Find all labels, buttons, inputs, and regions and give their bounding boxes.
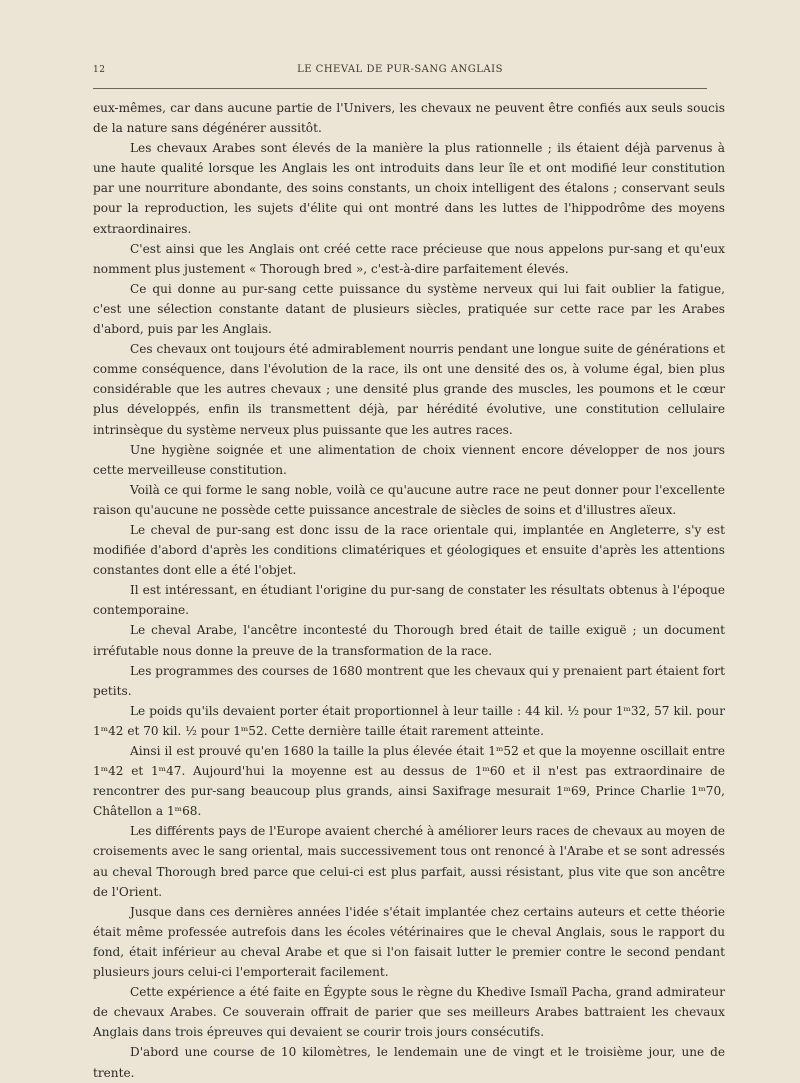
- paragraph: Les chevaux Arabes sont élevés de la manière la plus rationnelle ; ils étaient déjà parvenus à une haute qualité lorsque les Anglais les ont introduits dans leur île et ont modifié leur constitution par une nourriture abondante, des soins constants, un choix intelligent des étalons ; conservant seuls pour la reproduction, les sujets d'élite qui ont montré dans les luttes de l'hippodrôme des moyens extraordinaires.: [93, 141, 725, 236]
- paragraph: Le poids qu'ils devaient porter était proportionnel à leur taille : 44 kil. ½ pour 1ᵐ32, 57 kil. pour 1ᵐ42 et 70 kil. ½ pour 1ᵐ52. Cette dernière taille était rarement atteinte.: [93, 703, 725, 738]
- paragraph: C'est ainsi que les Anglais ont créé cette race précieuse que nous appelons pur-sang et qu'eux nomment plus justement « Thorough bred », c'est-à-dire parfaitement élevés.: [93, 241, 725, 276]
- page-header: [93, 58, 707, 76]
- paragraph: D'abord une course de 10 kilomètres, le lendemain une de vingt et le troisième jour, une de trente.: [93, 1045, 725, 1080]
- page-number: 12: [93, 65, 106, 75]
- paragraph: Voilà ce qui forme le sang noble, voilà ce qu'aucune autre race ne peut donner pour l'excellente raison qu'aucune ne possède cette puissance ancestrale de siècles de soins et d'illustres aïeux.: [93, 482, 725, 517]
- paragraph: Le cheval Arabe, l'ancêtre incontesté du Thorough bred était de taille exiguë ; un document irréfutable nous donne la preuve de la transformation de la race.: [93, 623, 725, 658]
- header-rule: [93, 88, 707, 89]
- paragraph: Une hygiène soignée et une alimentation de choix viennent encore développer de nos jours cette merveilleuse constitution.: [93, 442, 725, 477]
- paragraph: Il est intéressant, en étudiant l'origine du pur-sang de constater les résultats obtenus à l'époque contemporaine.: [93, 583, 725, 618]
- paragraph: Ces chevaux ont toujours été admirablement nourris pendant une longue suite de générations et comme conséquence, dans l'évolution de la race, ils ont une densité des os, à volume égal, bien plus considérable que les autres chevaux ; une densité plus grande des muscles, les poumons et le cœur plus développés, enfin ils transmettent déjà, par hérédité évolutive, une constitution cellulaire intrinsèque du système nerveux plus puissante que les autres races.: [93, 342, 725, 437]
- paragraph: eux-mêmes, car dans aucune partie de l'Univers, les chevaux ne peuvent être confiés aux seuls soucis de la nature sans dégénérer aussitôt.: [93, 101, 725, 136]
- paragraph: Cette expérience a été faite en Égypte sous le règne du Khedive Ismaïl Pacha, grand admirateur de chevaux Arabes. Ce souverain offrait de parier que ses meilleurs Arabes battraient les chevaux Anglais dans trois épreuves qui devaient se courir trois jours consécutifs.: [93, 985, 725, 1040]
- paragraph: Les différents pays de l'Europe avaient cherché à améliorer leurs races de chevaux au moyen de croisements avec le sang oriental, mais successivement tous ont renoncé à l'Arabe et se sont adressés au cheval Thorough bred parce que celui-ci est plus parfait, aussi résistant, plus vite que son ancêtre de l'Orient.: [93, 824, 725, 899]
- paragraph: Jusque dans ces dernières années l'idée s'était implantée chez certains auteurs et cette théorie était même professée autrefois dans les écoles vétérinaires que le cheval Anglais, sous le rapport du fond, était inférieur au cheval Arabe et que si l'on faisait lutter le premier contre le second pendant plusieurs jours celui-ci l'emporterait facilement.: [93, 904, 725, 980]
- paragraph: Ce qui donne au pur-sang cette puissance du système nerveux qui lui fait oublier la fatigue, c'est une sélection constante datant de plusieurs siècles, pratiquée sur cette race par les Arabes d'abord, puis par les Anglais.: [93, 281, 725, 337]
- body-text: [93, 98, 725, 1083]
- running-title: LE CHEVAL DE PUR-SANG ANGLAIS: [297, 64, 503, 75]
- paragraph: Le cheval de pur-sang est donc issu de la race orientale qui, implantée en Angleterre, s'y est modifiée d'abord d'après les conditions climatériques et géologiques et ensuite d'après les attentions constantes dont elle a été l'objet.: [93, 522, 725, 578]
- paragraph: Ainsi il est prouvé qu'en 1680 la taille la plus élevée était 1ᵐ52 et que la moyenne oscillait entre 1ᵐ42 et 1ᵐ47. Aujourd'hui la moyenne est au dessus de 1ᵐ60 et il n'est pas extraordinaire de rencontrer des pur-sang beaucoup plus grands, ainsi Saxifrage mesurait 1ᵐ69, Prince Charlie 1ᵐ70, Châtellon a 1ᵐ68.: [93, 744, 725, 819]
- paragraph: Les programmes des courses de 1680 montrent que les chevaux qui y prenaient part étaient fort petits.: [93, 663, 725, 698]
